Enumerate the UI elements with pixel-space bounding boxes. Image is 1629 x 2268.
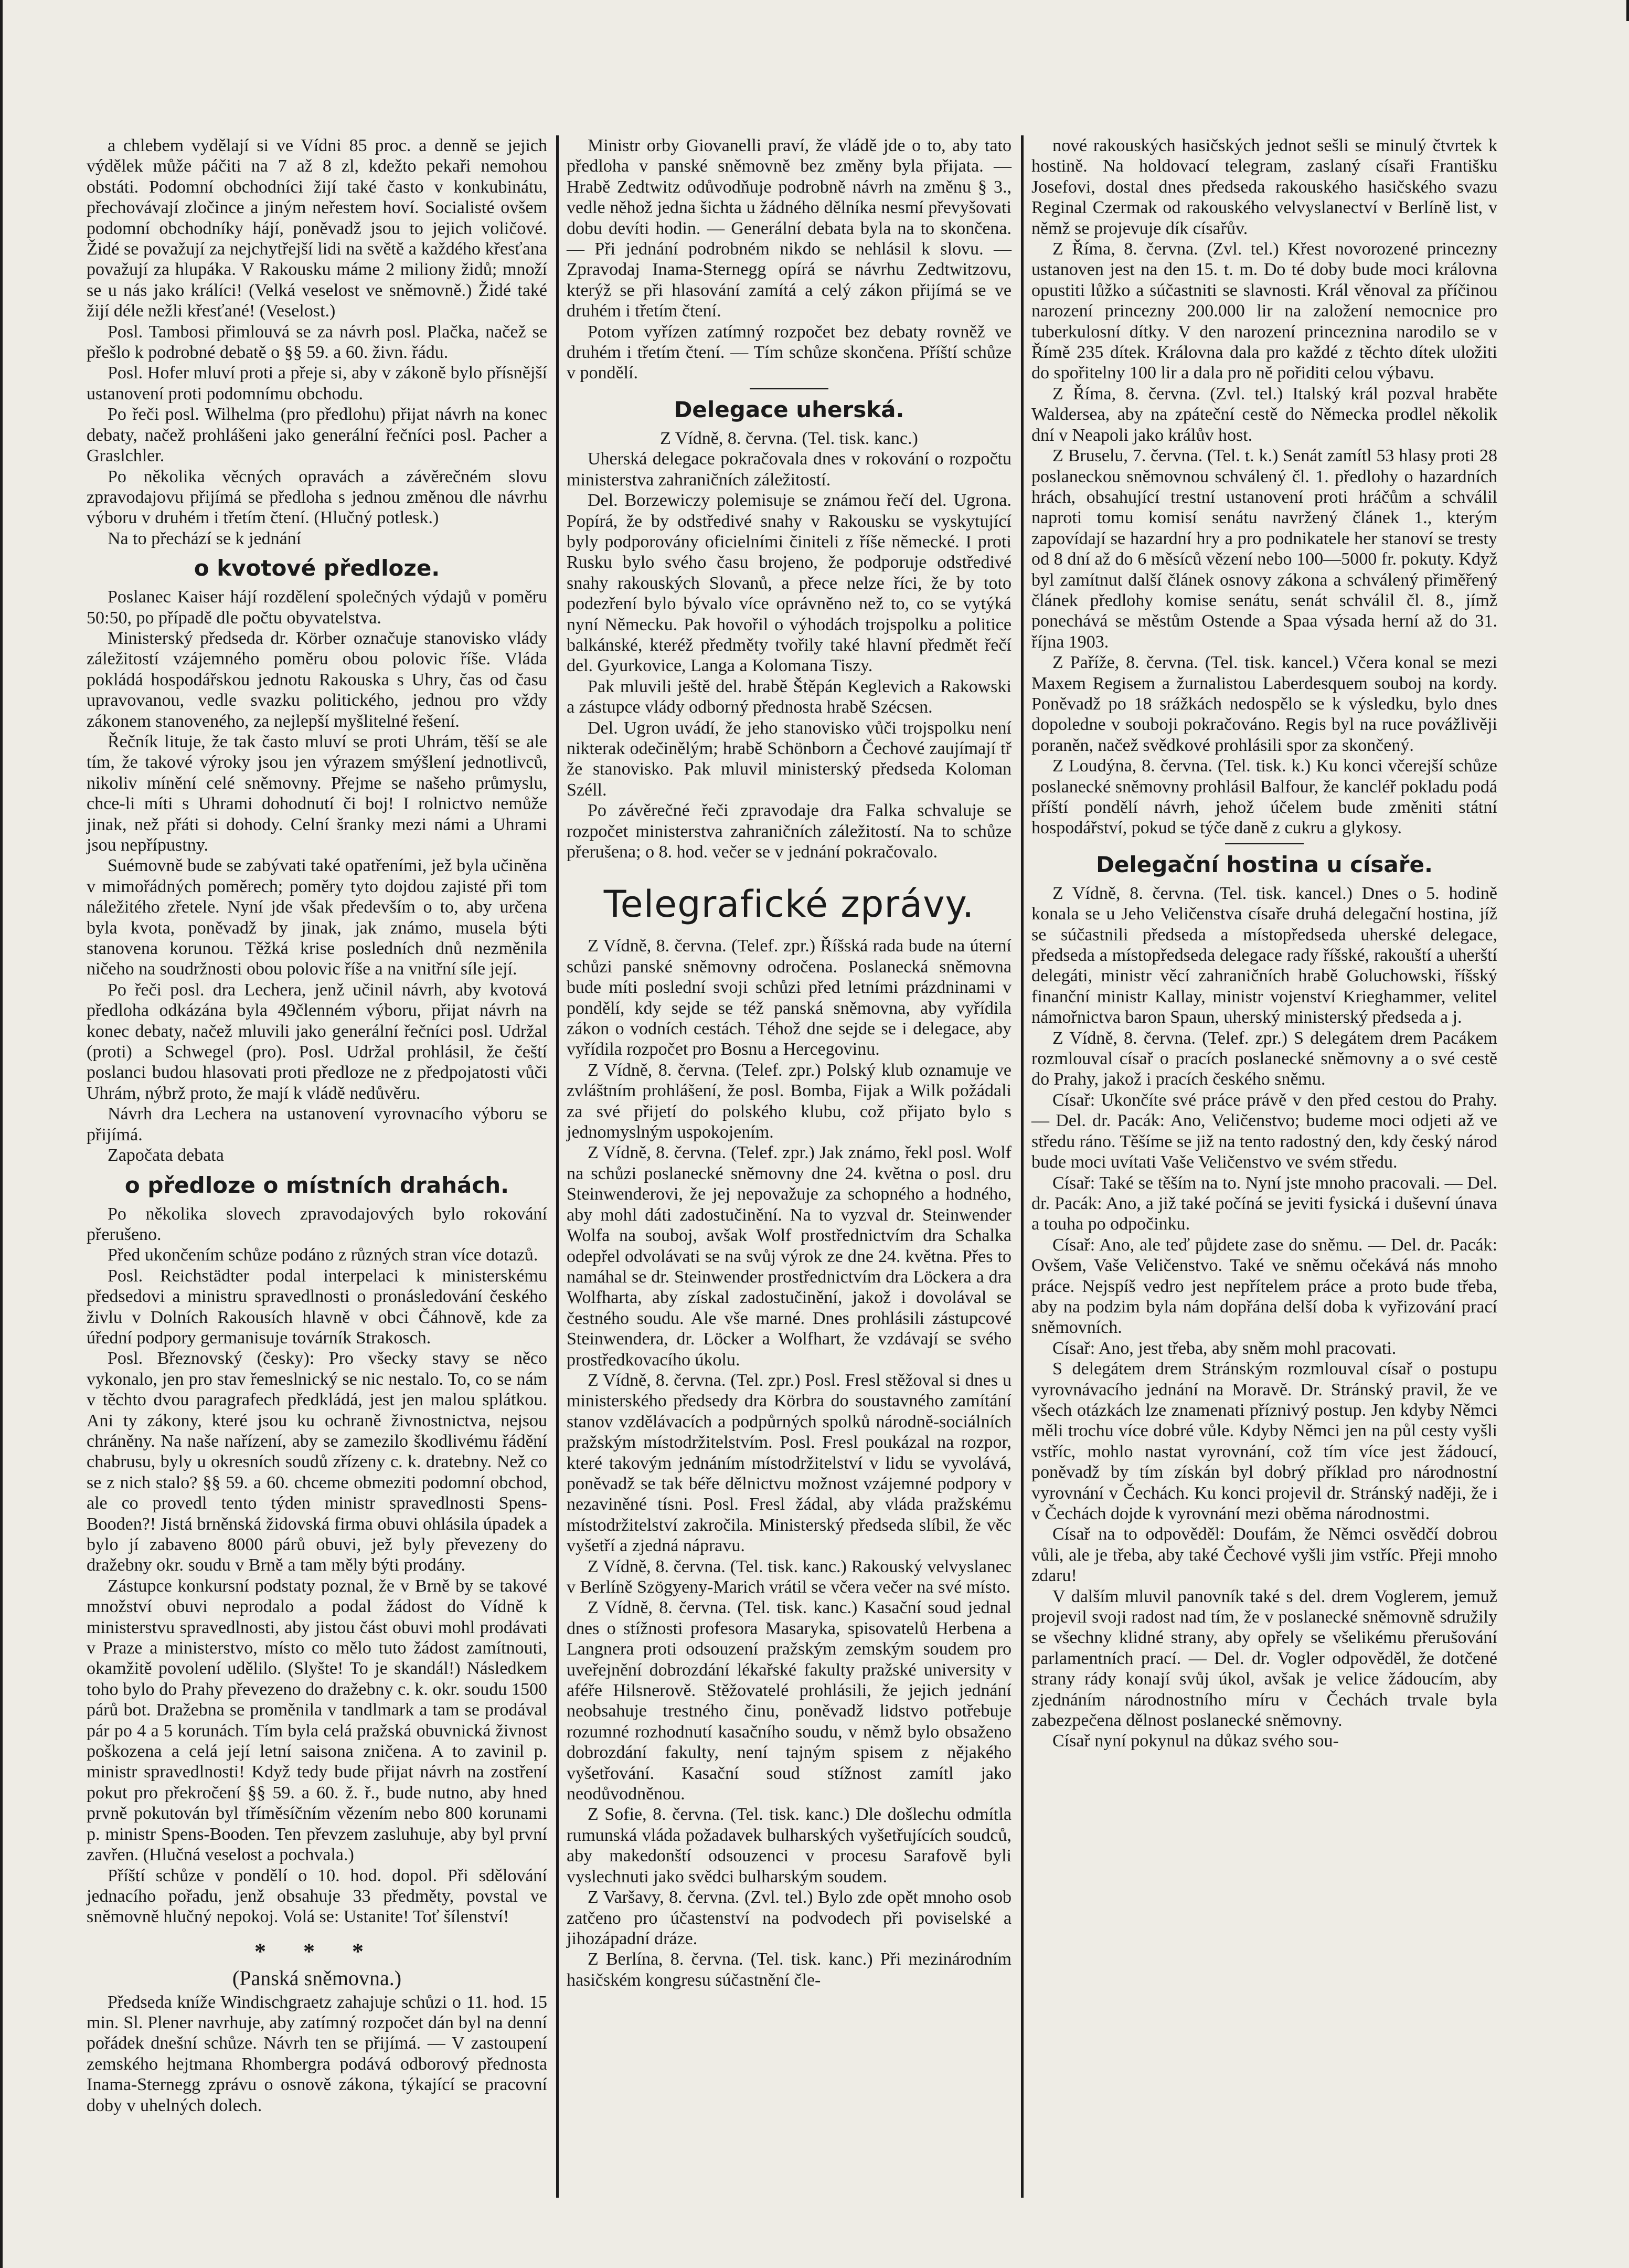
separator-rule [750, 388, 828, 389]
paragraph: Na to přechází se k jednání [108, 528, 302, 548]
paragraph: Ministerský předseda dr. Körber označuje stanovisko vlády záležitostí vzájemného poměru obou polovic říše. Vláda pokládá hospodářskou jednotu Rakouska s Uhry, čas od času upravovanou, vedle svazku politického, jednou pro vždy zákonem stanoveného, za nejlepší myšlitelné řešení. [87, 628, 547, 731]
paragraph: Císař nyní pokynul na důkaz svého sou- [1052, 1731, 1339, 1751]
paragraph: Z Vídně, 8. června. (Telef. zpr.) Jak známo, řekl posl. Wolf na schůzi poslanecké sněmovny dne 24. května o posl. dru Steinwenderovi, že jej nepovažuje za schopného a hodného, aby mohl dáti zadostučinění. Na to vyzval dr. Steinwender Wolfa na souboj, avšak Wolf prostřednictvím dra Schalka odepřel odvolávati se na svůj výrok ze dne 24. května. Přes to namáhal se dr. Steinwender prostřednictvím dra Löckera a dra Wolfharta, aby získal zadostučinění, jakož i dovolával se čestného soudu. Ale vše marné. Dnes prohlásili zástupcové Steinwendera, dr. Löcker a Wolfhart, že vzdávají se svého prostředkovacího úkolu. [567, 1143, 1012, 1370]
separator-rule [1225, 843, 1304, 844]
paragraph: Před ukončením schůze podáno z různých stran více dotazů. [108, 1245, 538, 1265]
section-heading: o kvotové předloze. [194, 555, 440, 581]
paragraph: Z Říma, 8. června. (Zvl. tel.) Italský král pozval hraběte Waldersea, aby na zpáteční cestě do Německa prodlel několik dní v Neapoli jako králův host. [1031, 384, 1497, 445]
paragraph: Pak mluvili ještě del. hrabě Štěpán Keglevich a Rakowski a zástupce vlády odborný přednosta hrabě Szécsen. [567, 676, 1012, 717]
paragraph: Císař: Ukončíte své práce právě v den před cestou do Prahy. — Del. dr. Pacák: Ano, Veličenstvo; budeme moci odjeti až ve středu ráno. Těšíme se již na tento radostný den, kdy český národ bude moci uvítati Vaše Veličenstvo ve svém středu. [1031, 1090, 1497, 1172]
asterism: * * * [254, 1938, 379, 1964]
paragraph: Del. Ugron uvádí, že jeho stanovisko vůči trojspolku není nikterak odečinělým; hrabě Schönborn a Čechové zaujímají tř že stanovisko. Pak mluvil ministerský předseda Koloman Széll. [567, 718, 1012, 800]
paragraph: Posl. Tambosi přimlouvá se za návrh posl. Plačka, načež se přešlo k podrobné debatě o §§ 59. a 60. živn. řádu. [87, 322, 547, 363]
section-title: Telegrafické zprávy. [603, 883, 975, 926]
paragraph: Posl. Březnovský (česky): Pro všecky stavy se něco vykonalo, jen pro stav řemeslnický se nic nestalo. To, co se nám v těchto dvou paragrafech předkládá, jest jen malou splátkou. Ani ty zákony, které jsou ku ochraně živnostnictva, nejsou chráněny. Na naše nařízení, aby se zamezilo škodlivému řádění chabrusu, byly u okresních soudů zřízeny c. k. dratebny. Než co se z nich stalo? §§ 59. a 60. chceme obmeziti podomní obchod, ale co provedl tento týden ministr spravedlnosti Spens-Booden?! Jistá brněnská židovská firma obuvi ohlásila úpadek a bylo jí zabaveno 8000 párů obuvi, jež byly převezeny do dražebny okr. soudu v Brně a tam měly býti prodány. [87, 1349, 547, 1575]
paragraph: Posl. Reichstädter podal interpelaci k ministerskému předsedovi a ministru spravedlnosti o pronásledování českého živlu v Dolních Rakousích hlavně v obci Čáhnově, kde za úřední podpory germanisuje továrník Strakosch. [87, 1266, 547, 1348]
paragraph: Po řeči posl. dra Lechera, jenž učinil návrh, aby kvotová předloha odkázána byla 49členném výboru, přijat návrh na konec debaty, načež mluvili jako generální řečníci posl. Udržal (proti) a Schwegel (pro). Posl. Udržal prohlásil, že čeští poslanci budou hlasovati proti předloze ne z předpojatosti vůči Uhrám, nýbrž proto, že mají k vládě nedůvěru. [87, 980, 547, 1103]
paragraph: Příští schůze v pondělí o 10. hod. dopol. Při sdělování jednacího pořadu, jenž obsahuje 33 předměty, povstal ve sněmovně hlučný nepokoj. Volá se: Ustanite! Toť šílenství! [87, 1866, 547, 1927]
paragraph: Započata debata [108, 1146, 224, 1165]
paragraph: Z Berlína, 8. června. (Tel. tisk. kanc.) Při mezinárodním hasičském kongresu súčastnění čle- [567, 1949, 1012, 1990]
paragraph: Uherská delegace pokračovala dnes v rokování o rozpočtu ministerstva zahraničních záležitostí. [567, 449, 1012, 490]
column-rule-2 [1021, 135, 1024, 2198]
paragraph: Ministr orby Giovanelli praví, že vládě jde o to, aby tato předloha v panské sněmovně bez změny byla přijata. — Hrabě Zedtwitz odůvodňuje podrobně návrh na změnu § 3., vedle něhož jedna šichta u žádného dělníka nesmí převyšovati dobu devíti hodin. — Generální debata byla na to skončena. — Při jednání podrobném nikdo se nehlásil k slovu. — Zpravodaj Inama-Sternegg opírá se návrhu Zedtwitzovu, kterýž se při hlasování zamítá a celý zákon přijímá se ve druhém i třetím čtení. [567, 136, 1012, 321]
paragraph: Zástupce konkursní podstaty poznal, že v Brně by se takové množství obuvi neprodalo a podal žádost do Vídně k ministerstvu spravedlnosti, aby jistou část obuvi mohl prodávati v Praze a ministerstvo, místo co mělo tuto žádost zamítnouti, okamžitě povolení udělilo. (Slyšte! To je skandál!) Následkem toho bylo do Prahy převezeno do dražebny c. k. okr. soudu 1500 párů bot. Dražebna se proměnila v tandlmark a tam se prodával pár po 4 a 5 korunách. Tím byla celá pražská obuvnická živnost poškozena a celá její letní saisona zničena. A to zavinil p. ministr spravedlnosti! Když tedy bude přijat návrh na zostření pokut pro překročení §§ 59. a 60. ž. ř., bude nutno, aby hned prvně pokutován byl tříměsíčním vězením nebo 800 korunami p. ministr Spens-Booden. Ten převzem zasluhuje, aby byl první zavřen. (Hlučná veselost a pochvala.) [87, 1576, 547, 1865]
subsection-title: (Panská sněmovna.) [232, 1966, 402, 1990]
paragraph: Z Paříže, 8. června. (Tel. tisk. kancel.) Včera konal se mezi Maxem Regisem a žurnalistou Laberdesquem souboj na kordy. Poněvadž po 18 srážkách nedospělo se k výsledku, bylo dnes dopoledne v souboji pokračováno. Regis byl na ruce povážlivěji poraněn, načež svědkové prohlásili spor za skončený. [1031, 653, 1497, 755]
paragraph: Císař: Také se těším na to. Nyní jste mnoho pracovali. — Del. dr. Pacák: Ano, a již také počíná se jeviti fysická i duševní únava a touha po odpočinku. [1031, 1173, 1497, 1234]
paragraph: Řečník lituje, že tak často mluví se proti Uhrám, těší se ale tím, že takové výroky jsou jen výrazem smýšlení jednotlivců, nikoliv mínění celé sněmovny. Přejme se našeho průmyslu, chce-li míti s Uhrami dohodnutí či boj! I rolnictvo nemůže jinak, než přáti si dohody. Celní šranky mezi námi a Uhrami jsou nepřípustny. [87, 732, 547, 855]
paragraph: Del. Borzewiczy polemisuje se známou řečí del. Ugrona. Popírá, že by odstředivé snahy v Rakousku se vyskytující byly podporovány oficielními činiteli z říše německé. I proti Rusku bylo svého času brojeno, že podporuje odstředivé snahy rakouských Slovanů, a přece nelze říci, že by toto podezření bylo bývalo více oprávněno než to, co se vytýká nyní Německu. Pak hovořil o výhodách trojspolku a politice balkánské, kteréž předměty tvořily také hlavní předmět řečí del. Gyurkovice, Langa a Kolomana Tiszy. [567, 491, 1012, 676]
section-heading: Delegace uherská. [674, 396, 904, 422]
paragraph: Císař: Ano, ale teď půjdete zase do sněmu. — Del. dr. Pacák: Ovšem, Vaše Veličenstvo. Také ve sněmu očekává nás mnoho práce. Nejspíš vedro jest nepřítelem práce a proto bude třeba, aby na podzim byla nám dopřána delší doba k vyřizování prací sněmovních. [1031, 1235, 1497, 1338]
paragraph: nové rakouských hasičských jednot sešli se minulý čtvrtek k hostině. Na holdovací telegram, zaslaný císaři Františku Josefovi, dostal dnes předseda rakouského hasičského svazu Reginal Czermak od rakouského velvyslanectví v Berlíně list, v němž se projevuje dík císařův. [1031, 136, 1497, 238]
paragraph: Z Vídně, 8. června. (Telef. zpr.) Polský klub oznamuje ve zvláštním prohlášení, že posl. Bomba, Fijak a Wilk požádali za své přijetí do polského klubu, což přijato bylo s jednomyslným uspokojením. [567, 1060, 1012, 1142]
paragraph: Z Vídně, 8. června. (Tel. zpr.) Posl. Fresl stěžoval si dnes u ministerského předsedy dra Körbra do soustavného zamítání stanov vzdělávacích a podpůrných spolků národně-sociálních pražským místodržitelstvím. Posl. Fresl poukázal na rozpor, které takovým jednáním místodržitelství v lidu se vyvolává, poněvadž se tak béře dělnictvu možnost vzájemné podpory v nezaviněné tísni. Posl. Fresl žádal, aby vláda pražskému místodržitelství zakročila. Ministerský předseda slíbil, že věc vyšetří a zjedná nápravu. [567, 1370, 1012, 1556]
right-margin-rule [1626, 0, 1629, 21]
paragraph: Suémovně bude se zabývati také opatřeními, jež byla učiněna v mimořádných poměrech; poměry tyto dojdou zajisté při tom náležitého zřetele. Nyní jde však především o to, aby určena byla kvota, poněvadž by jinak, jak známo, musela býti stanovena korunou. Těžká krise posledních dnů nezměnila ničeho na soudržnosti obou polovic říše a na vnitřní síle její. [87, 856, 547, 979]
paragraph: Z Bruselu, 7. června. (Tel. t. k.) Senát zamítl 53 hlasy proti 28 poslaneckou sněmovnou schválený čl. 1. předlohy o hazardních hrách, obsahující trestní ustanovení proti hráčům a schválil naproti tomu komisí senátu navržený článek 1., kterým zapovídají se hazardní hry a pro podnikatele her stanoví se tresty od 8 dní až do 6 měsíců vězení nebo 100—5000 fr. pokuty. Když byl zamítnut další článek osnovy zákona a schválený přiměřený článek předlohy komise senátu, senát schválil čl. 8., jímž ponechává se městům Ostende a Spaa výsada herní až do 31. října 1903. [1031, 446, 1497, 652]
paragraph: Potom vyřízen zatímný rozpočet bez debaty rovněž ve druhém i třetím čtení. — Tím schůze skončena. Příští schůze v pondělí. [567, 322, 1012, 383]
section-heading: o předloze o místních drahách. [124, 1172, 509, 1198]
column-rule-1 [556, 135, 559, 2198]
column-right [1031, 135, 1497, 1752]
dateline: Z Vídně, 8. června. (Tel. tisk. kanc.) [660, 428, 918, 448]
paragraph: Předseda kníže Windischgraetz zahajuje schůzi o 11. hod. 15 min. Sl. Plener navrhuje, aby zatímný rozpočet dán byl na denní pořádek dnešní schůze. Návrh ten se přijímá. — V zastoupení zemského hejtmana Rhombergra podává odborový přednosta Inama-Sternegg zprávu o osnově zákona, týkající se pracovní doby v uhelných dolech. [87, 1992, 547, 2115]
paragraph: Z Vídně, 8. června. (Tel. tisk. kancel.) Dnes o 5. hodině konala se u Jeho Veličenstva císaře druhá delegační hostina, jíž se súčastnili předseda a místopředseda uherské delegace, předseda a místopředseda delegace rady říšské, rakouští a uherští delegáti, ministr věcí zahraničních hrabě Goluchowski, říšský finanční ministr Kallay, ministr vojenství Krieghammer, velitel námořnictva baron Spaun, uherský ministerský předseda a j. [1031, 883, 1497, 1027]
paragraph: Z Vídně, 8. června. (Tel. tisk. kanc.) Kasační soud jednal dnes o stížnosti profesora Masaryka, spisovatelů Herbena a Langnera proti odsouzení pražským zemským soudem pro uveřejnění dobrozdání lékařské fakulty pražské university v aféře Hilsnerově. Stěžovatelé prohlásili, že jejich jednání neobsahuje trestného činu, poněvadž lidstvo potřebuje rozumné rozhodnutí kasačního soudu, v němž bylo obsaženo dobrozdání fakulty, není tajným spisem z nějakého vyšetřování. Kasační soud stížnost zamítl jako neodůvodněnou. [567, 1598, 1012, 1804]
column-middle [567, 135, 1012, 1990]
column-left [87, 135, 547, 2116]
paragraph: Císař: Ano, jest třeba, aby sněm mohl pracovati. [1052, 1338, 1397, 1358]
paragraph: Z Říma, 8. června. (Zvl. tel.) Křest novorozené princezny ustanoven jest na den 15. t. m. Do té doby bude moci královna opustiti lůžko a súčastniti se slavnosti. Král věnoval za příčinou narození princezny 200.000 lir na založení nemocnice pro tuberkulosní dítky. V den narození princeznina narodilo se v Římě 235 dítek. Královna dala pro každé z těchto dítek uložiti do spořitelny 100 lir a dala pro ně pořiditi celou výbavu. [1031, 239, 1497, 383]
paragraph: Po závěrečné řeči zpravodaje dra Falka schvaluje se rozpočet ministerstva zahraničních záležitostí. Na to schůze přerušena; o 8. hod. večer se v jednání pokračovalo. [567, 801, 1012, 862]
left-margin-rule [0, 0, 3, 2268]
paragraph: Po několika věcných opravách a závěrečném slovu zpravodajovu přijímá se předloha s jednou změnou dle návrhu výboru v druhém i třetím čtení. (Hlučný potlesk.) [87, 467, 547, 528]
paragraph: Z Vídně, 8. června. (Telef. zpr.) S delegátem drem Pacákem rozmlouval císař o pracích poslanecké sněmovny a o své cestě do Prahy, jakož i pracích českého sněmu. [1031, 1028, 1497, 1089]
paragraph: Poslanec Kaiser hájí rozdělení společných výdajů v poměru 50:50, po případě dle počtu obyvatelstva. [87, 587, 547, 628]
paragraph: Z Varšavy, 8. června. (Zvl. tel.) Bylo zde opět mnoho osob zatčeno pro účastenství na podvodech při poviselské a jihozápadní dráze. [567, 1888, 1012, 1948]
section-heading: Delegační hostina u císaře. [1096, 851, 1433, 877]
paragraph: Císař na to odpověděl: Doufám, že Němci osvědčí dobrou vůli, ale je třeba, aby také Čechové vyšli jim vstříc. Přeji mnoho zdaru! [1031, 1524, 1497, 1586]
paragraph: Z Loudýna, 8. června. (Tel. tisk. k.) Ku konci včerejší schůze poslanecké sněmovny prohlásil Balfour, že kancléř pokladu podá příští pondělí návrh, jehož účelem bude změniti státní hospodářství, pokud se týče daně z cukru a glykosy. [1031, 756, 1497, 838]
paragraph: a chlebem vydělají si ve Vídni 85 proc. a denně se jejich výdělek může páčiti na 7 až 8 zl, kdežto pekaři nemohou obstáti. Podomní obchodníci žijí také často v konkubinátu, přechovávají zločince a jiným neřestem hoví. Socialisté ovšem podomní obchodníky hájí, poněvadž jsou to jejich voličové. Židé se považují za nejchytřejší lidi na světě a každého křesťana považují za hlupáka. V Rakousku máme 2 miliony židů; množí se u nás jako králíci! (Velká veselost ve sněmovně.) Židé také žijí déle nežli křesťané! (Veselost.) [87, 136, 547, 321]
paragraph: Z Vídně, 8. června. (Telef. zpr.) Říšská rada bude na úterní schůzi panské sněmovny odročena. Poslanecká sněmovna bude míti poslední svoji schůzi před letními prázdninami v pondělí, kdy sejde se též panská sněmovna, aby vyřídila zákon o vodních cestách. Téhož dne sejde se i delegace, aby vyřídila rozpočet pro Bosnu a Hercegovinu. [567, 936, 1012, 1059]
paragraph: S delegátem drem Stránským rozmlouval císař o postupu vyrovnávacího jednání na Moravě. Dr. Stránský pravil, že ve všech otázkách lze znamenati příznivý postup. Jen kdyby Němci měli trochu více dobré vůle. Kdyby Němci jen na půl cesty vyšli vstříc, mohlo nastat vyrovnání, což tím více jest žádoucí, poněvadž by tím získán byl dobrý příklad pro národnostní vyrovnání v Čechách. Ku konci projevil dr. Stránský naději, že i v Čechách dojde k vyrovnání mezi oběma národnostmi. [1031, 1359, 1497, 1523]
paragraph: V dalším mluvil panovník také s del. drem Voglerem, jemuž projevil svoji radost nad tím, že v poslanecké sněmovně sdružily se všechny klidné strany, aby opřely se všelikému přerušování parlamentních prací. — Del. dr. Vogler odpověděl, že dotčené strany rády konají svůj úkol, avšak je velice žádoucím, aby zjednáním národnostního míru v Čechách trvale byla zabezpečena dělnost poslanecké sněmovny. [1031, 1586, 1497, 1731]
paragraph: Po řeči posl. Wilhelma (pro předlohu) přijat návrh na konec debaty, načež prohlášeni jako generální řečníci posl. Pacher a Graslchler. [87, 405, 547, 466]
paragraph: Po několika slovech zpravodajových bylo rokování přerušeno. [87, 1204, 547, 1244]
paragraph: Z Vídně, 8. června. (Tel. tisk. kanc.) Rakouský velvyslanec v Berlíně Szögyeny-Marich vrátil se včera večer na své místo. [567, 1556, 1012, 1597]
paragraph: Posl. Hofer mluví proti a přeje si, aby v zákoně bylo přísnější ustanovení proti podomnímu obchodu. [87, 363, 547, 404]
paragraph: Z Sofie, 8. června. (Tel. tisk. kanc.) Dle došlechu odmítla rumunská vláda požadavek bulharských vyšetřujících soudců, aby makedonští odsouzenci v procesu Sarafově byli vyslechnuti jako svědci bulharským soudem. [567, 1805, 1012, 1887]
paragraph: Návrh dra Lechera na ustanovení vyrovnacího výboru se přijímá. [87, 1104, 547, 1144]
